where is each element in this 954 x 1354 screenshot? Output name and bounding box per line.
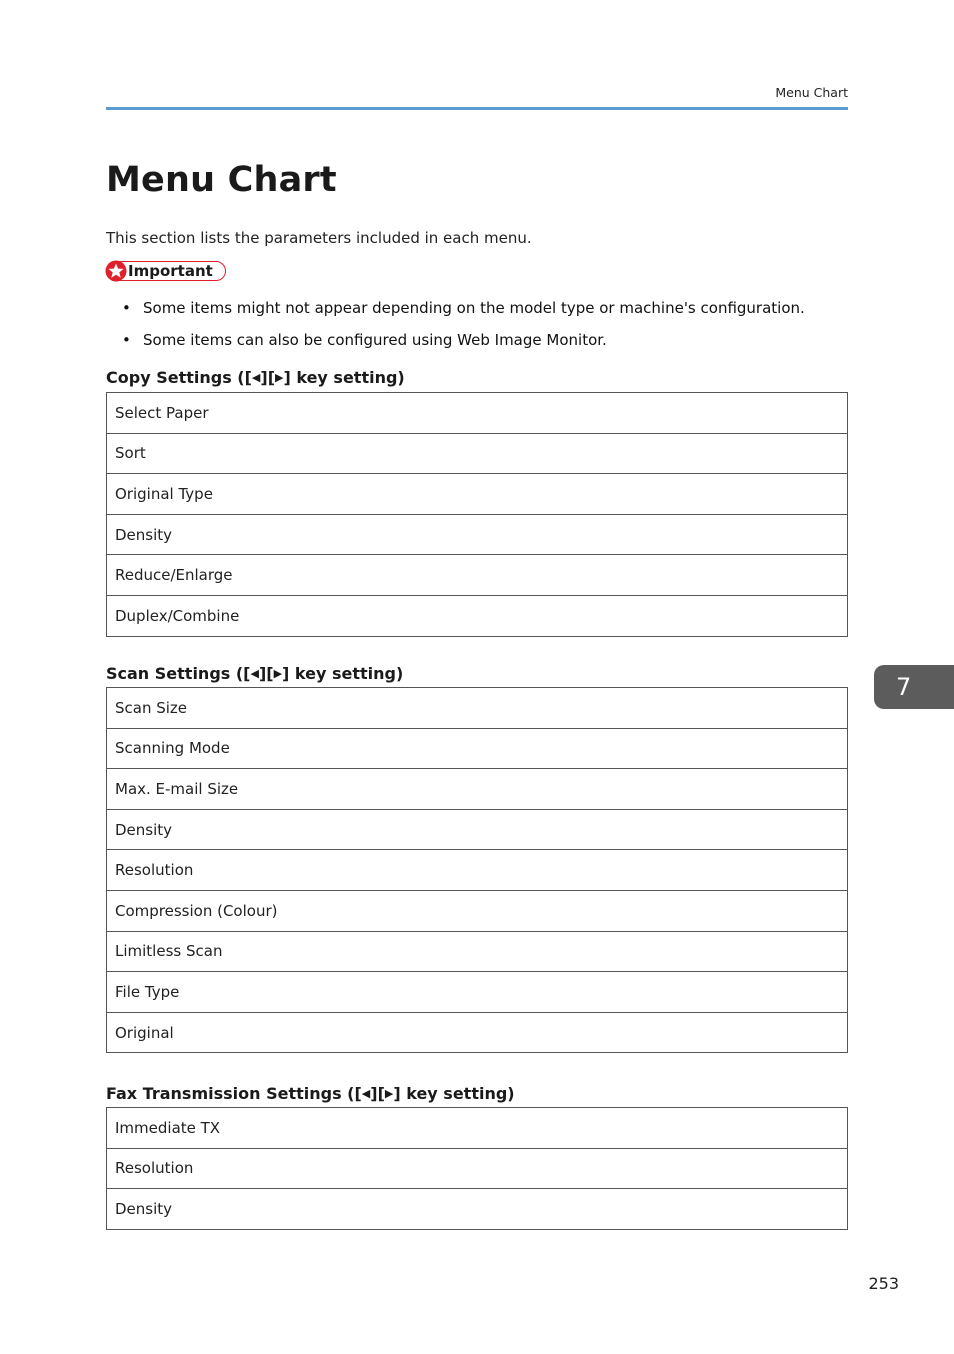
star-icon <box>105 260 127 282</box>
section-heading-fax <box>106 1084 515 1103</box>
important-badge <box>106 261 226 281</box>
table-cell: Original <box>107 1012 848 1053</box>
right-triangle-icon: ▶ <box>384 1087 394 1100</box>
left-triangle-icon: ◀ <box>361 1087 371 1100</box>
table-cell: Density <box>107 1189 848 1230</box>
table-cell: Select Paper <box>107 393 848 434</box>
table-row <box>107 1108 848 1149</box>
table-row <box>107 972 848 1013</box>
left-triangle-icon: ◀ <box>251 371 261 384</box>
table-row <box>107 769 848 810</box>
table-row <box>107 433 848 474</box>
table-cell: Reduce/Enlarge <box>107 555 848 596</box>
right-triangle-icon: ▶ <box>275 371 284 384</box>
scan-settings-table <box>106 687 848 1053</box>
table-row <box>107 474 848 515</box>
chapter-tab: 7 <box>874 665 954 709</box>
table-row <box>107 1012 848 1053</box>
table-cell: Immediate TX <box>107 1108 848 1149</box>
header-rule <box>106 107 848 110</box>
table-row <box>107 1189 848 1230</box>
table-cell: Scanning Mode <box>107 728 848 769</box>
table-cell: File Type <box>107 972 848 1013</box>
heading-text: ][ <box>260 368 275 387</box>
section-heading-scan <box>106 664 403 683</box>
table-row <box>107 688 848 729</box>
heading-text: Scan Settings ([ <box>106 664 251 683</box>
table-cell: Density <box>107 809 848 850</box>
heading-text: Fax Transmission Settings ([ <box>106 1084 362 1103</box>
intro-text: This section lists the parameters included in each menu. <box>106 229 532 247</box>
table-cell: Scan Size <box>107 688 848 729</box>
table-cell: Max. E-mail Size <box>107 769 848 810</box>
heading-text: ][ <box>370 1084 385 1103</box>
important-label: Important <box>128 262 213 280</box>
heading-text: ] key setting) <box>283 368 405 387</box>
table-cell: Density <box>107 514 848 555</box>
fax-settings-table <box>106 1107 848 1230</box>
table-cell: Compression (Colour) <box>107 890 848 931</box>
table-row <box>107 850 848 891</box>
list-item: • Some items can also be configured using Web Image Monitor. <box>106 330 805 362</box>
table-row <box>107 555 848 596</box>
running-head: Menu Chart <box>775 85 848 100</box>
heading-text: ] key setting) <box>282 664 404 683</box>
important-list <box>106 298 805 362</box>
page-number: 253 <box>868 1274 899 1293</box>
list-item: • Some items might not appear depending on the model type or machine's configuration. <box>106 298 805 330</box>
table-row <box>107 393 848 434</box>
left-triangle-icon: ◀ <box>250 667 259 680</box>
section-heading-copy <box>106 368 405 387</box>
table-row <box>107 595 848 636</box>
table-cell: Resolution <box>107 1148 848 1189</box>
table-cell: Original Type <box>107 474 848 515</box>
table-row <box>107 514 848 555</box>
right-triangle-icon: ▶ <box>273 667 283 680</box>
heading-text: ] key setting) <box>393 1084 515 1103</box>
page-title: Menu Chart <box>106 160 337 200</box>
table-row <box>107 931 848 972</box>
heading-text: Copy Settings ([ <box>106 368 252 387</box>
table-row <box>107 809 848 850</box>
table-row <box>107 1148 848 1189</box>
table-cell: Limitless Scan <box>107 931 848 972</box>
table-cell: Resolution <box>107 850 848 891</box>
table-cell: Sort <box>107 433 848 474</box>
table-row <box>107 728 848 769</box>
table-cell: Duplex/Combine <box>107 595 848 636</box>
copy-settings-table <box>106 392 848 637</box>
heading-text: ][ <box>258 664 274 683</box>
table-row <box>107 890 848 931</box>
